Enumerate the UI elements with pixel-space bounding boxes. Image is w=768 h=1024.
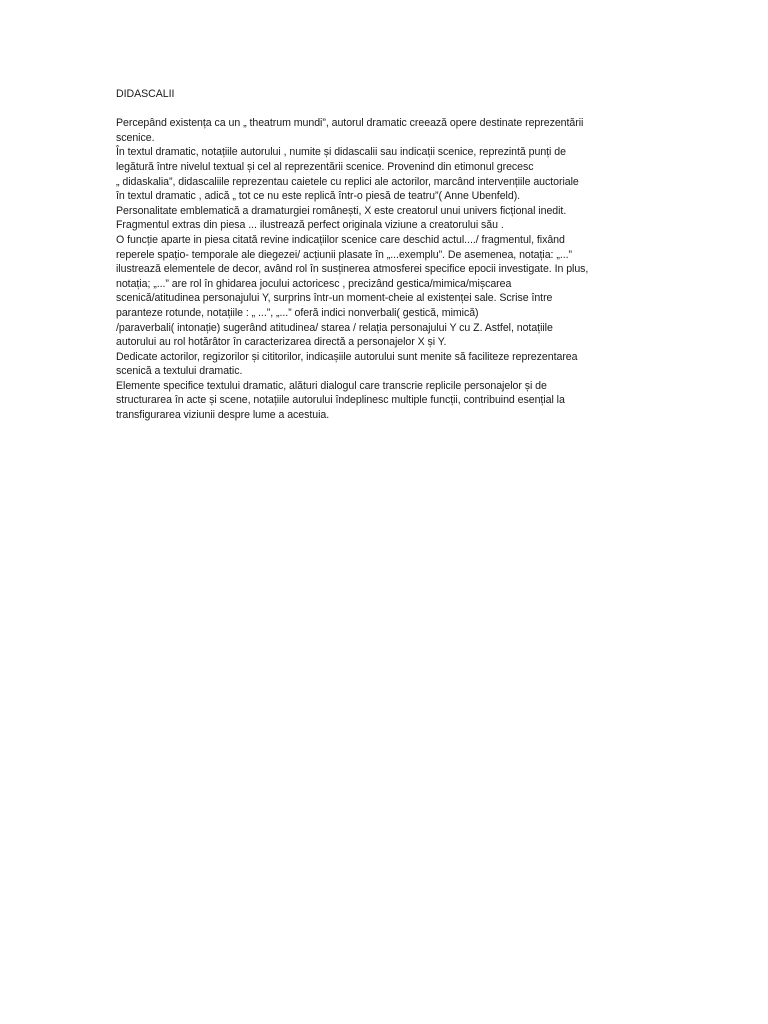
document-text — [116, 116, 661, 422]
text-line: scenică a textului dramatic. — [116, 365, 243, 378]
text-line: Elemente specifice textului dramatic, alături dialogul care transcrie replicile personajelor și de — [116, 379, 547, 392]
text-line: legătură între nivelul textual și cel al reprezentării scenice. Provenind din etimonul grecesc — [116, 160, 534, 173]
text-line: Personalitate emblematică a dramaturgiei românești, X este creatorul unui univers ficțional inedit. — [116, 204, 567, 217]
text-line: autorului au rol hotărâtor în caracterizarea directă a personajelor X și Y. — [116, 336, 447, 349]
text-line: structurarea în acte și scene, notațiile autorului îndeplinesc multiple funcții, contribuind esențial la — [116, 394, 565, 407]
text-line: reperele spațio- temporale ale diegezei/ acțiunii plasate în „...exemplu”. De asemenea, notația: „...” — [116, 248, 572, 261]
text-line: În textul dramatic, notațiile autorului , numite și didascalii sau indicații scenice, reprezintă punți de — [116, 146, 566, 159]
text-line: notația; „...” are rol în ghidarea jocului actoricesc , precizând gestica/mimica/mișcarea — [116, 277, 512, 290]
text-line: Dedicate actorilor, regizorilor și cititorilor, indicașiile autorului sunt menite să faciliteze reprezentarea — [116, 350, 578, 363]
text-line: „ didaskalia”, didascaliile reprezentau caietele cu replici ale actorilor, marcând intervențiile auctoriale — [116, 175, 579, 188]
text-line: transfigurarea viziunii despre lume a acestuia. — [116, 409, 330, 422]
document-title: DIDASCALII — [116, 88, 175, 100]
document-body — [116, 87, 661, 423]
text-line: scenice. — [116, 131, 155, 144]
text-line: Percepând existența ca un „ theatrum mundi”, autorul dramatic creează opere destinate reprezentării — [116, 117, 584, 130]
text-line: Fragmentul extras din piesa ... ilustrează perfect originala viziune a creatorului său . — [116, 219, 504, 232]
text-line: paranteze rotunde, notațiile : „ ...”, „...” oferă indici nonverbali( gestică, mimică) — [116, 306, 479, 319]
text-line: O funcție aparte in piesa citată revine indicațiilor scenice care deschid actul..../ fragmentul, fixând — [116, 233, 565, 246]
text-line: ilustrează elementele de decor, având rol în susținerea atmosferei specifice epocii investigate. In plus, — [116, 263, 589, 276]
text-line: în textul dramatic , adică „ tot ce nu este replică într-o piesă de teatru”( Anne Ubenfeld). — [116, 190, 521, 203]
text-line: scenică/atitudinea personajului Y, surprins într-un moment-cheie al existenței sale. Scrise între — [116, 292, 553, 305]
text-line: /paraverbali( intonație) sugerând atitudinea/ starea / relația personajului Y cu Z. Astfel, notațiile — [116, 321, 553, 334]
